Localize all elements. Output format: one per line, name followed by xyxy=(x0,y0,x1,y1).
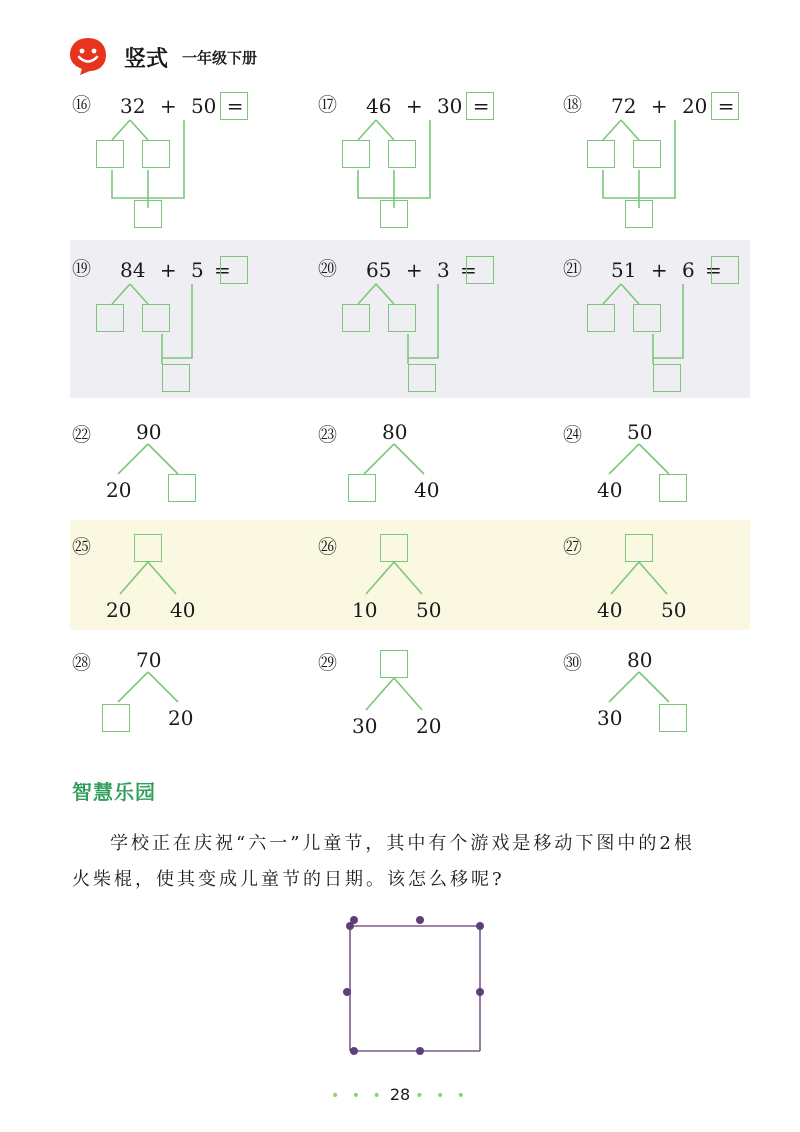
match-head xyxy=(343,988,351,996)
problem xyxy=(318,90,558,240)
match-head xyxy=(346,922,354,930)
equals-sign: = xyxy=(472,94,490,118)
answer-box[interactable] xyxy=(342,304,370,332)
equals-sign: = xyxy=(226,94,244,118)
problem xyxy=(563,648,800,798)
part-value: 20 xyxy=(168,706,194,730)
operator: + xyxy=(405,258,423,282)
part-value: 40 xyxy=(597,598,623,622)
part-value: 20 xyxy=(106,598,132,622)
addend-a: 84 xyxy=(120,258,146,282)
problem-number: ㉑ xyxy=(563,258,583,280)
answer-box[interactable] xyxy=(342,140,370,168)
part-value: 20 xyxy=(416,714,442,738)
part-value: 40 xyxy=(170,598,196,622)
problem xyxy=(72,254,312,404)
addend-a: 65 xyxy=(366,258,392,282)
problem-number: ⑲ xyxy=(72,258,92,280)
answer-box[interactable] xyxy=(380,200,408,228)
page-number-text: 28 xyxy=(389,1085,411,1104)
answer-box[interactable] xyxy=(388,304,416,332)
page-number xyxy=(0,1085,800,1104)
problem-number: ㉚ xyxy=(563,652,583,674)
answer-box[interactable] xyxy=(134,200,162,228)
answer-box[interactable] xyxy=(142,140,170,168)
problem-number: ㉘ xyxy=(72,652,92,674)
smiley-icon xyxy=(68,36,108,76)
part-value: 50 xyxy=(661,598,687,622)
answer-box[interactable] xyxy=(348,474,376,502)
problem-number: ㉗ xyxy=(563,536,583,558)
problem-number: ⑱ xyxy=(563,94,583,116)
addend-b: 50 xyxy=(190,94,217,118)
match-head xyxy=(416,1047,424,1055)
part-value: 30 xyxy=(597,706,623,730)
answer-box[interactable] xyxy=(162,364,190,392)
operator: + xyxy=(405,94,423,118)
decor-dots-right: • • • xyxy=(415,1088,469,1104)
equals-sign: = xyxy=(717,94,735,118)
total-value: 80 xyxy=(627,648,653,672)
page-subtitle: 一年级下册 xyxy=(182,49,258,67)
answer-box[interactable] xyxy=(653,364,681,392)
problem-number: ㉒ xyxy=(72,424,92,446)
addend-a: 46 xyxy=(366,94,392,118)
puzzle-line-1: 学校正在庆祝“六一”儿童节，其中有个游戏是移动下图中的2根 xyxy=(110,833,695,854)
decor-dots-left: • • • xyxy=(331,1088,385,1104)
match-head xyxy=(476,988,484,996)
problem-number: ⑳ xyxy=(318,258,338,280)
addend-b: 6 xyxy=(681,258,695,282)
addend-b: 20 xyxy=(681,94,708,118)
equals-sign: = xyxy=(705,258,722,282)
match-head xyxy=(476,922,484,930)
problem xyxy=(563,254,800,404)
section-title: 智慧乐园 xyxy=(72,780,156,804)
problem xyxy=(318,648,558,798)
problem xyxy=(563,90,800,240)
addend-a: 72 xyxy=(611,94,637,118)
problem-number: ⑰ xyxy=(318,94,338,116)
answer-box[interactable] xyxy=(633,304,661,332)
total-value: 90 xyxy=(136,420,162,444)
total-value: 50 xyxy=(627,420,653,444)
answer-box[interactable] xyxy=(659,704,687,732)
addend-b: 3 xyxy=(436,258,450,282)
answer-box[interactable] xyxy=(408,364,436,392)
problem xyxy=(318,254,558,404)
answer-box[interactable] xyxy=(633,140,661,168)
part-value: 40 xyxy=(414,478,440,502)
addend-a: 51 xyxy=(611,258,637,282)
answer-box[interactable] xyxy=(388,140,416,168)
problem-number: ⑯ xyxy=(72,94,92,116)
match-head xyxy=(416,916,424,924)
problem-number: ㉓ xyxy=(318,424,338,446)
matchstick-square xyxy=(330,906,500,1066)
operator: + xyxy=(650,94,668,118)
operator: + xyxy=(650,258,668,282)
answer-box[interactable] xyxy=(587,304,615,332)
part-value: 50 xyxy=(416,598,442,622)
addend-b: 30 xyxy=(436,94,463,118)
answer-box[interactable] xyxy=(168,474,196,502)
answer-box[interactable] xyxy=(625,200,653,228)
answer-box[interactable] xyxy=(96,304,124,332)
match-head xyxy=(350,1047,358,1055)
answer-box[interactable] xyxy=(102,704,130,732)
answer-box[interactable] xyxy=(587,140,615,168)
part-value: 10 xyxy=(352,598,378,622)
part-value: 40 xyxy=(597,478,623,502)
page-title: 竖式 xyxy=(124,47,169,72)
part-value: 20 xyxy=(106,478,132,502)
addend-a: 32 xyxy=(120,94,146,118)
problem-number: ㉕ xyxy=(72,536,92,558)
operator: + xyxy=(159,258,177,282)
problem-number: ㉖ xyxy=(318,536,338,558)
problem xyxy=(72,90,312,240)
addend-b: 5 xyxy=(190,258,204,282)
puzzle-line-2: 火柴棍，使其变成儿童节的日期。该怎么移呢? xyxy=(72,869,505,890)
total-value: 80 xyxy=(382,420,408,444)
total-value: 70 xyxy=(136,648,162,672)
equals-sign: = xyxy=(460,258,477,282)
answer-box[interactable] xyxy=(659,474,687,502)
answer-box[interactable] xyxy=(96,140,124,168)
puzzle-text xyxy=(72,826,752,898)
problem-number: ㉙ xyxy=(318,652,338,674)
equals-sign: = xyxy=(214,258,231,282)
answer-box[interactable] xyxy=(142,304,170,332)
part-value: 30 xyxy=(352,714,378,738)
operator: + xyxy=(159,94,177,118)
problem-number: ㉔ xyxy=(563,424,583,446)
